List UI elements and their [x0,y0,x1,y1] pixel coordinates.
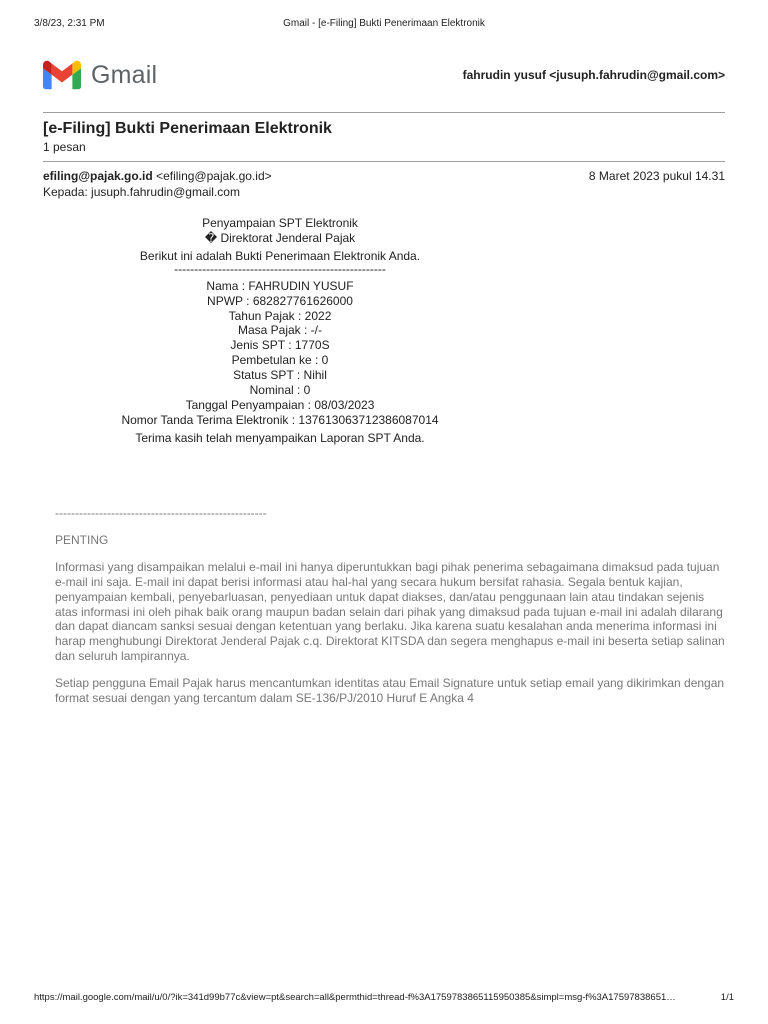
disclaimer-separator: ----------------------------------------------------- [55,506,267,520]
receipt-heading: Penyampaian SPT Elektronik [202,216,358,230]
message-recipient: Kepada: jusuph.fahrudin@gmail.com [43,185,240,199]
disclaimer-block [55,506,727,718]
thread-divider [43,161,725,162]
gmail-wordmark: Gmail [91,60,158,89]
receipt-intro: Berikut ini adalah Bukti Penerimaan Elektronik Anda. [139,248,421,263]
thread-subject: [e-Filing] Bukti Penerimaan Elektronik [43,120,332,137]
receipt-field: Status SPT : Nihil [233,368,327,383]
receipt-thanks: Terima kasih telah menyampaikan Laporan SPT Anda. [135,430,425,445]
print-url: https://mail.google.com/mail/u/0/?ik=341d99b77c&view=pt&search=all&permthid=thread-f%3A1759783865115950385&simpl=msg-f%3A17597838651… [34,992,676,1003]
receipt-field: Pembetulan ke : 0 [231,353,329,368]
receipt-field: Nomor Tanda Terima Elektronik : 137613063712386087014 [121,412,439,427]
message-count: 1 pesan [43,140,86,154]
account-identity: fahrudin yusuf <jusuph.fahrudin@gmail.com> [462,68,725,82]
gmail-m-icon [43,60,81,90]
message-date: 8 Maret 2023 pukul 14.31 [588,169,725,183]
disclaimer-heading: PENTING [55,532,109,547]
receipt-field: Nominal : 0 [249,383,311,398]
print-header [0,18,768,32]
receipt-field: Masa Pajak : -/- [237,323,323,338]
receipt-field: Jenis SPT : 1770S [230,338,330,353]
sender-email: <efiling@pajak.go.id> [156,169,272,183]
receipt-field: Tanggal Penyampaian : 08/03/2023 [185,397,375,412]
disclaimer-paragraph: Informasi yang disampaikan melalui e-mail ini hanya diperuntukkan bagi pihak penerima sebagaimana dimaksud pada tujuan e-mail ini saja. E-mail ini dapat berisi informasi atau hal-hal yang secara hukum bersifat rahasia. Segala bentuk kajian, penyampaian kembali, penyebarluasan, penyediaan untuk dapat diakses, dan/atau penggunaan lain atau tindakan sejenis atas informasi ini oleh pihak baik orang maupun badan selain dari pihak yang dimaksud pada tujuan e-mail ini adalah dilarang dan dapat diancam sanksi sesuai dengan ketentuan yang berlaku. Jika karena suatu kesalahan anda menerima informasi ini harap menghubungi Direktorat Jenderal Pajak c.q. Direktorat KITSDA dan segera menghapus e-mail ini beserta setiap salinan dan seluruh lampirannya. [55,559,725,664]
header-divider [43,112,725,113]
receipt-field: Nama : FAHRUDIN YUSUF [206,278,354,293]
message-sender [43,169,272,183]
receipt-org: � Direktorat Jenderal Pajak [204,230,356,245]
print-title: Gmail - [e-Filing] Bukti Penerimaan Elektronik [283,18,485,29]
gmail-logo[interactable] [43,58,168,92]
sender-name: efiling@pajak.go.id [43,169,153,183]
receipt-field: NPWP : 682827761626000 [207,293,353,308]
print-datetime: 3/8/23, 2:31 PM [34,18,105,29]
receipt-separator: ----------------------------------------------------- [174,261,386,276]
receipt-body [80,216,480,446]
page-number: 1/1 [720,992,734,1003]
receipt-field: Tahun Pajak : 2022 [228,308,332,323]
signature-notice: Setiap pengguna Email Pajak harus mencantumkan identitas atau Email Signature untuk setiap email yang dikirimkan dengan format sesuai dengan yang tercantum dalam SE-136/PJ/2010 Huruf E Angka 4 [55,676,725,706]
